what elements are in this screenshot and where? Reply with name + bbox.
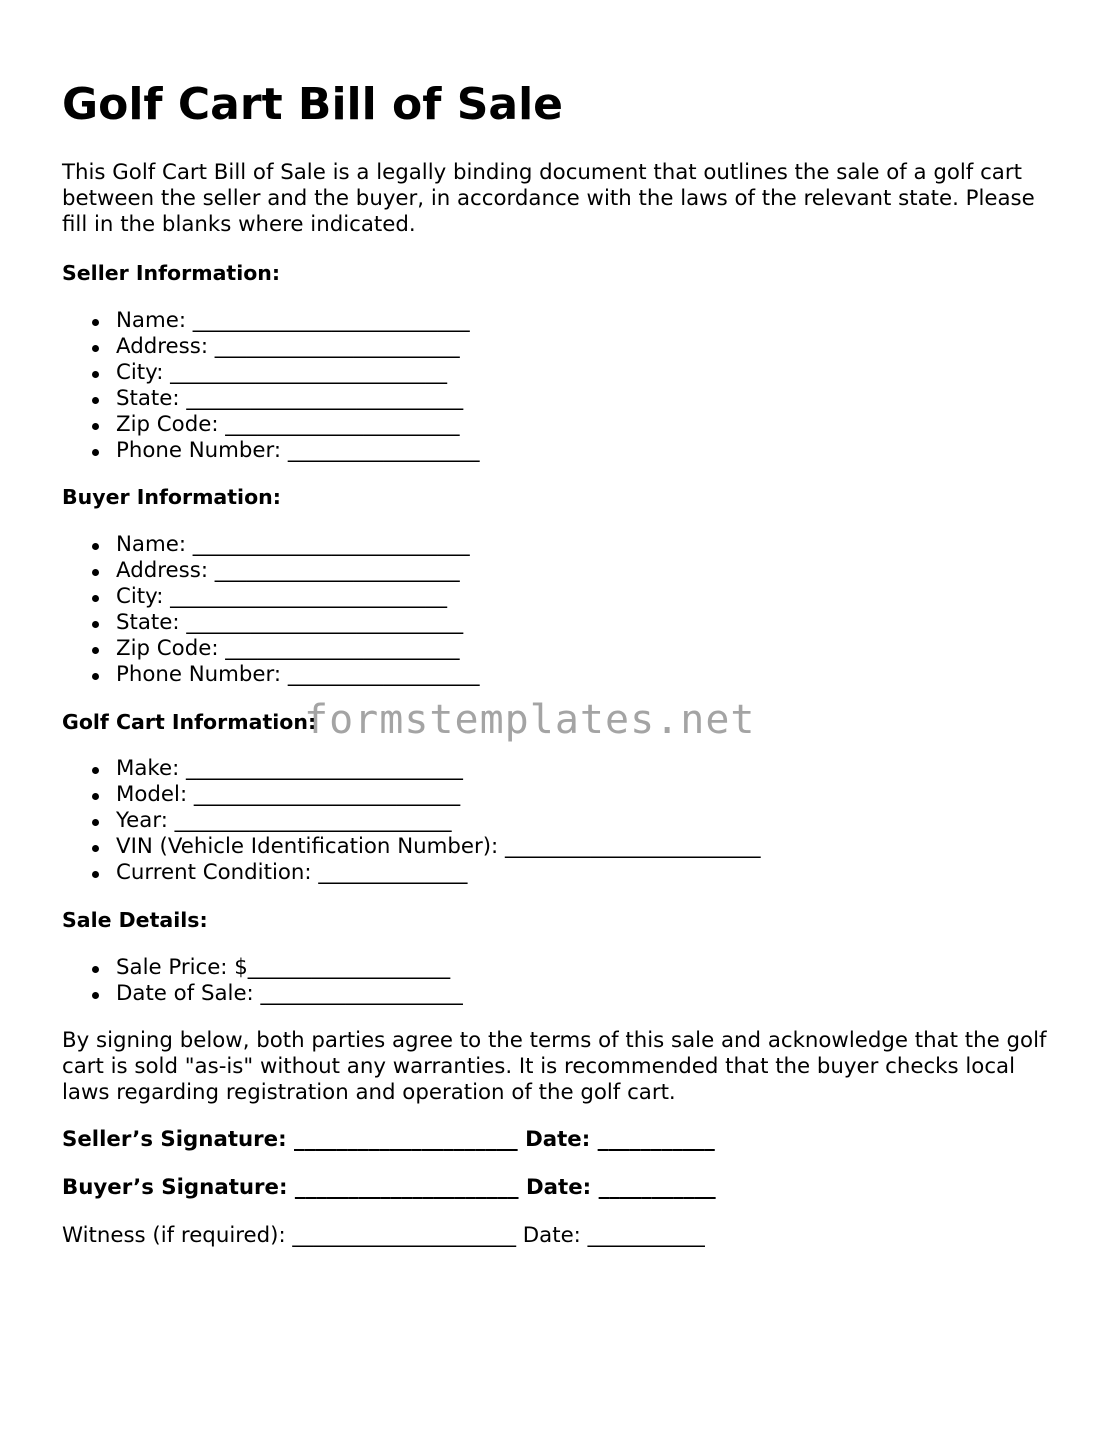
buyer-state-field[interactable]: State: __________________________ [116, 610, 480, 636]
seller-phone-field[interactable]: Phone Number: __________________ [116, 438, 480, 463]
buyer-heading: Buyer Information: [62, 485, 281, 509]
cart-make-field[interactable]: Make: __________________________ [116, 756, 761, 782]
sale-date-field[interactable]: Date of Sale: ___________________ [116, 981, 463, 1006]
buyer-name-field[interactable]: Name: __________________________ [116, 532, 480, 558]
page-title: Golf Cart Bill of Sale [62, 79, 564, 130]
cart-heading: Golf Cart Information: [62, 710, 317, 734]
seller-fields [62, 308, 480, 464]
buyer-zip-field[interactable]: Zip Code: ______________________ [116, 636, 480, 662]
seller-signature-line[interactable]: Seller’s Signature: _____________________ Date: ___________ [62, 1127, 715, 1152]
sale-heading: Sale Details: [62, 908, 208, 932]
cart-model-field[interactable]: Model: _________________________ [116, 782, 761, 808]
sale-fields [62, 955, 463, 1007]
cart-condition-field[interactable]: Current Condition: ______________ [116, 860, 761, 886]
buyer-signature-line[interactable]: Buyer’s Signature: _____________________ Date: ___________ [62, 1175, 716, 1200]
intro-paragraph: This Golf Cart Bill of Sale is a legally binding document that outlines the sale of a golf cart between the seller and the buyer, in accordance with the laws of the relevant state. Please fill in the blanks where indicated. [62, 160, 1035, 237]
seller-heading: Seller Information: [62, 261, 281, 285]
buyer-fields [62, 532, 480, 688]
cart-fields [62, 756, 761, 886]
watermark: formstemplates.net [304, 697, 756, 743]
seller-state-field[interactable]: State: __________________________ [116, 386, 480, 412]
seller-zip-field[interactable]: Zip Code: ______________________ [116, 412, 480, 438]
buyer-city-field[interactable]: City: __________________________ [116, 584, 480, 610]
cart-vin-field[interactable]: VIN (Vehicle Identification Number): ________________________ [116, 834, 761, 859]
sale-price-field[interactable]: Sale Price: $___________________ [116, 955, 463, 981]
witness-signature-line[interactable]: Witness (if required): _____________________ Date: ___________ [62, 1223, 705, 1248]
cart-year-field[interactable]: Year: __________________________ [116, 808, 761, 834]
buyer-address-field[interactable]: Address: _______________________ [116, 558, 480, 584]
seller-city-field[interactable]: City: __________________________ [116, 360, 480, 386]
seller-name-field[interactable]: Name: __________________________ [116, 308, 480, 334]
buyer-phone-field[interactable]: Phone Number: __________________ [116, 662, 480, 687]
seller-address-field[interactable]: Address: _______________________ [116, 334, 480, 360]
closing-paragraph: By signing below, both parties agree to the terms of this sale and acknowledge that the golf cart is sold "as-is" without any warranties. It is recommended that the buyer checks local laws regarding registration and operation of the golf cart. [62, 1028, 1047, 1105]
